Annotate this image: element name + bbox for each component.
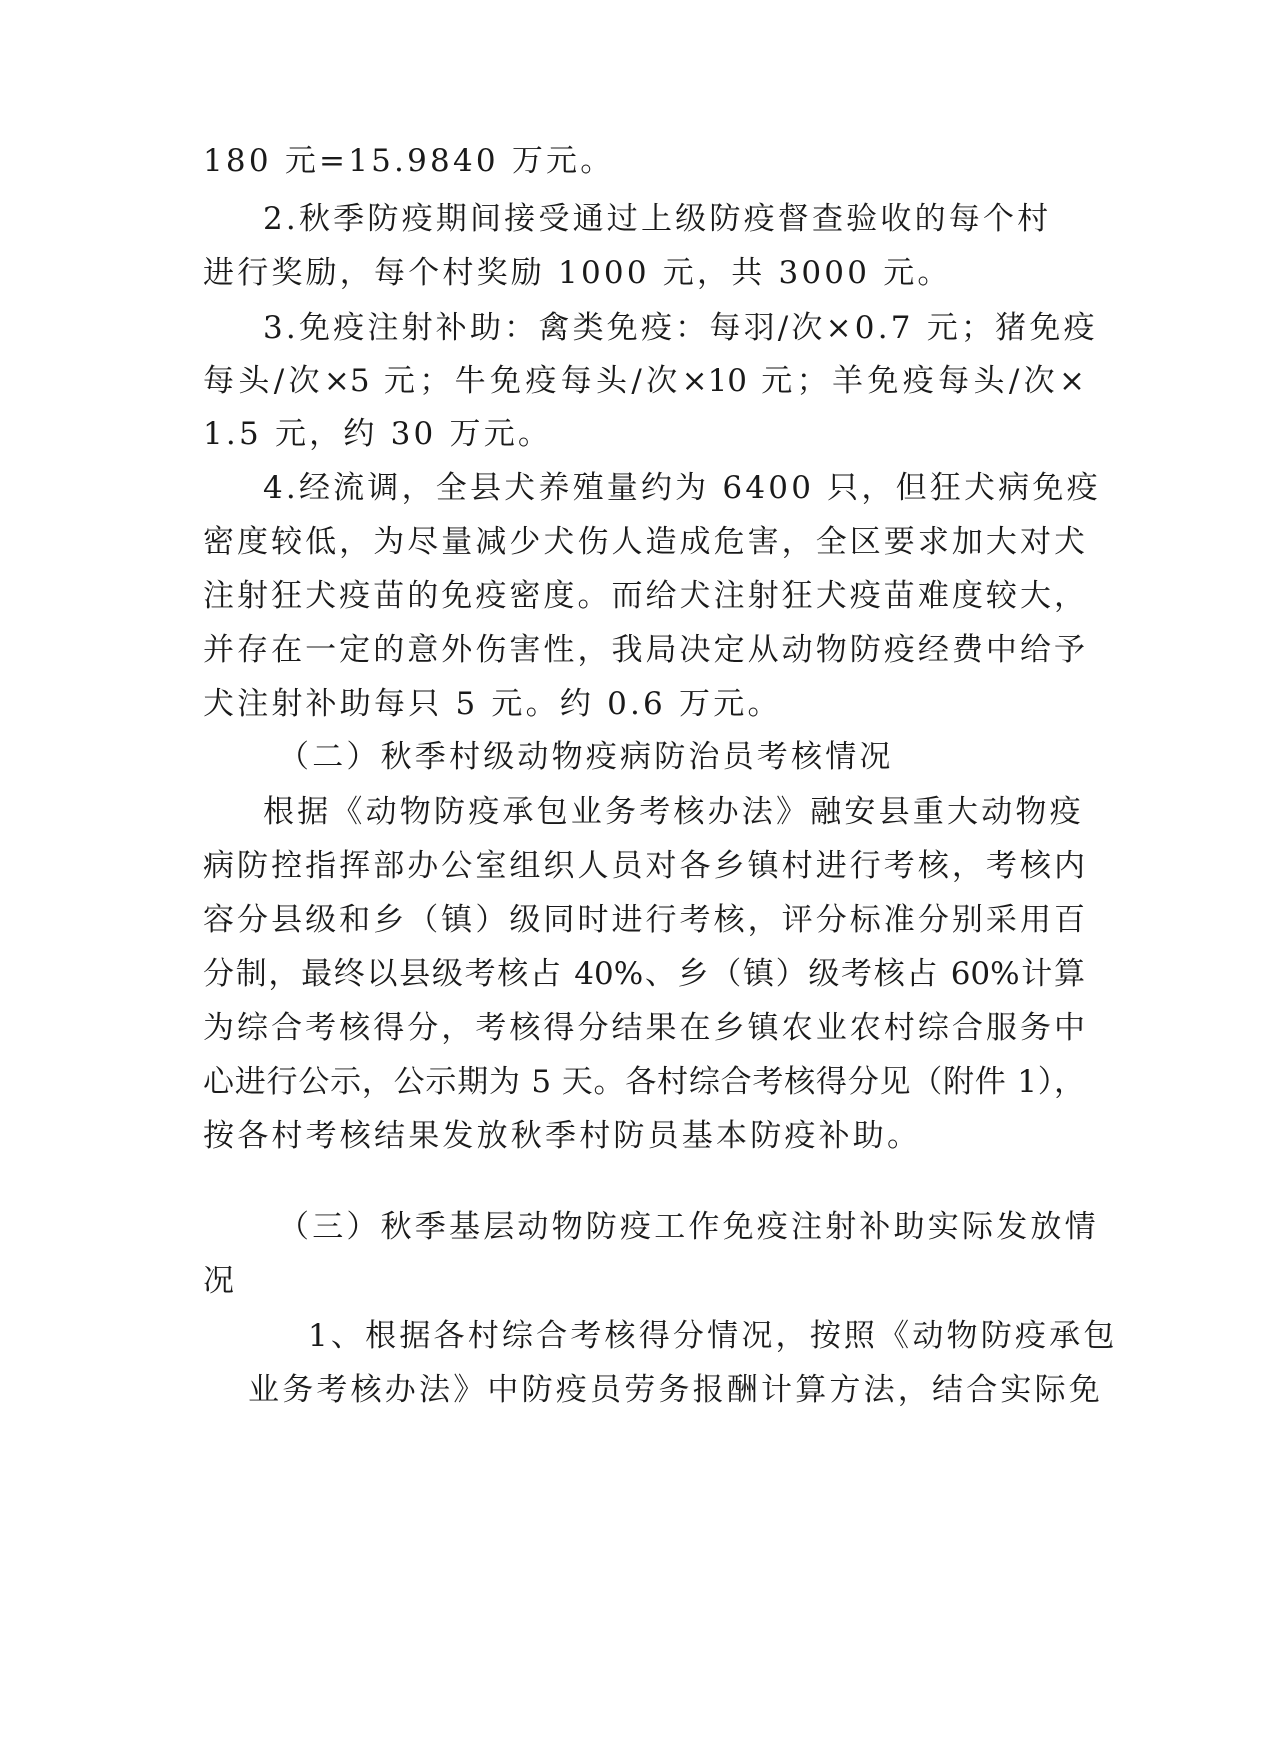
text-line: 病防控指挥部办公室组织人员对各乡镇村进行考核，考核内: [203, 848, 1085, 884]
section-heading: （三）秋季基层动物防疫工作免疫注射补助实际发放情: [278, 1209, 1099, 1245]
text-line: 业务考核办法》中防疫员劳务报酬计算方法，结合实际免: [248, 1372, 1103, 1408]
text-line: 心进行公示，公示期为 5 天。各村综合考核得分见（附件 1），: [203, 1064, 1085, 1100]
text-line: 2.秋季防疫期间接受通过上级防疫督查验收的每个村: [263, 201, 1052, 237]
text-line: 1.5 元，约 30 万元。: [203, 416, 553, 452]
text-line: 3.免疫注射补助：禽类免疫：每羽/次×0.7 元；猪免疫: [263, 310, 1098, 346]
text-line: 根据《动物防疫承包业务考核办法》融安县重大动物疫: [263, 794, 1084, 830]
text-line: 注射狂犬疫苗的免疫密度。而给犬注射狂犬疫苗难度较大，: [203, 578, 1085, 614]
text-line: 按各村考核结果发放秋季村防员基本防疫补助。: [203, 1118, 922, 1154]
text-line: 4.经流调，全县犬养殖量约为 6400 只，但狂犬病免疫: [263, 470, 1101, 506]
text-line: 180 元=15.9840 万元。: [203, 143, 615, 179]
section-heading: （二）秋季村级动物疫病防治员考核情况: [278, 739, 894, 775]
text-line: 进行奖励，每个村奖励 1000 元，共 3000 元。: [203, 255, 952, 291]
text-line: 1、根据各村综合考核得分情况，按照《动物防疫承包: [308, 1318, 1118, 1354]
text-line: 为综合考核得分，考核得分结果在乡镇农业农村综合服务中: [203, 1010, 1085, 1046]
text-line: 每头/次×5 元；牛免疫每头/次×10 元；羊免疫每头/次×: [203, 363, 1085, 399]
text-line: 密度较低，为尽量减少犬伤人造成危害，全区要求加大对犬: [203, 524, 1085, 560]
text-line: 犬注射补助每只 5 元。约 0.6 万元。: [203, 686, 782, 722]
section-heading-continuation: 况: [203, 1263, 238, 1299]
text-line: 并存在一定的意外伤害性，我局决定从动物防疫经费中给予: [203, 632, 1085, 668]
text-line: 容分县级和乡（镇）级同时进行考核，评分标准分别采用百: [203, 902, 1085, 938]
text-line: 分制，最终以县级考核占 40%、乡（镇）级考核占 60%计算: [203, 956, 1085, 992]
